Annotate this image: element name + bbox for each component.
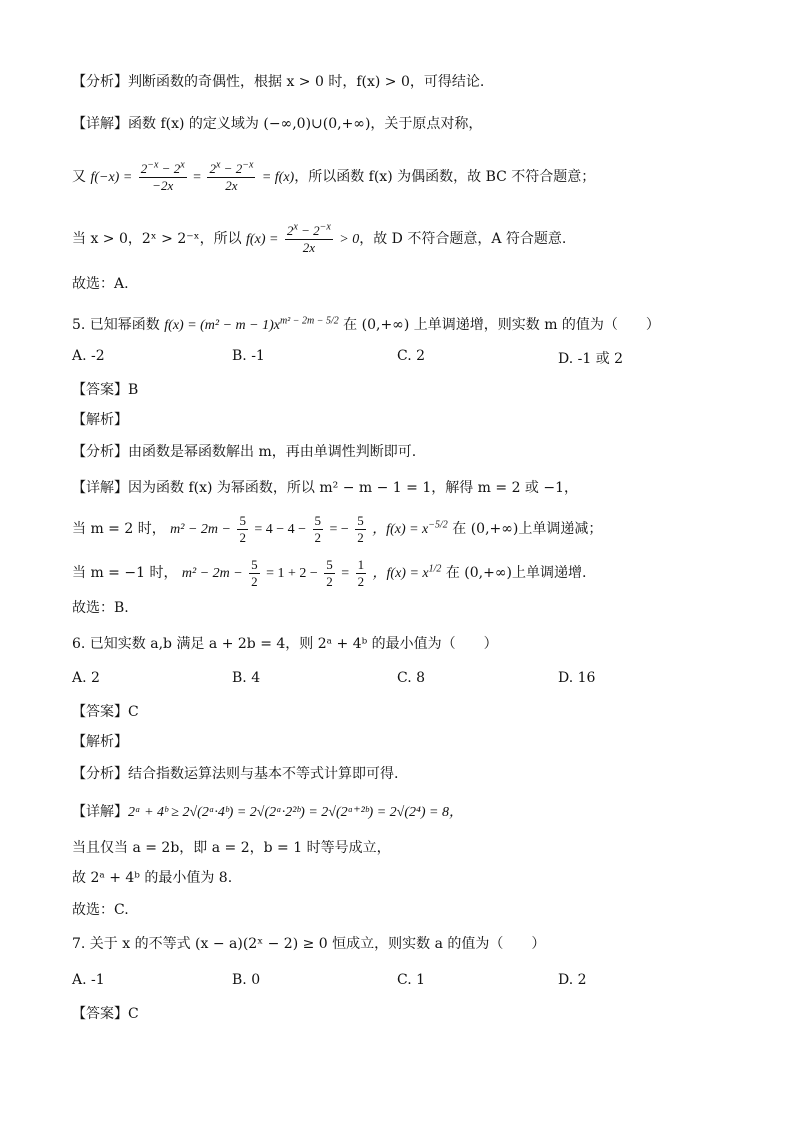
q6-detail-line3: 故 2ᵃ + 4ᵇ 的最小值为 8.: [72, 870, 233, 886]
q4-detail-line3: 当 x > 0，2ˣ > 2⁻ˣ，所以 f(x) = $\frac{2^x - 2^{-x}}{2x}$ > 0，故 D 不符合题意，A 符合题意.: [72, 221, 567, 255]
q5-option-d[interactable]: D. -1 或 2: [558, 351, 624, 367]
q6-detail-line1-text: 2ᵃ + 4ᵇ ≥ 2√(2ᵃ·4ᵇ) = 2√(2ᵃ·2²ᵇ) = 2√(2ᵃ⁺²ᵇ) = 2√(2⁴) = 8，: [128, 805, 463, 820]
q4-detail-line1: [72, 114, 754, 134]
answer-tag: 【答案】: [72, 704, 128, 720]
q6-analysis: [72, 764, 754, 784]
q5-detail-line2: 当 m = 2 时， m² − 2m − $\frac{5}{2}$ = 4 − 4 − $\frac{5}{2}$ = − $\frac{5}{2}$ ，$f(x) = x^{-5/2}$ 在 (0,+∞)上单调递减；: [72, 512, 603, 545]
q4-line3-suffix: ，故 D 不符合题意，A 符合题意.: [359, 231, 567, 247]
q5-jiexi: 【解析】: [72, 412, 128, 428]
q5-option-a[interactable]: A. -2: [72, 348, 105, 364]
q4-choice: 故选：A.: [72, 276, 129, 292]
detail-tag: 【详解】: [72, 804, 128, 820]
q7-answer: [72, 1004, 754, 1024]
q6-option-d[interactable]: D. 16: [558, 670, 596, 686]
q4-detail-line2: 又 f(−x) = $\frac{2^{-x} - 2^x}{-2x}$ = $\frac{2^x - 2^{-x}}{2x}$ = f(x)，所以函数 f(x) 为偶函数，故 BC 不符合题意；: [72, 159, 596, 193]
q6-options: [72, 670, 732, 690]
q5-stem-prefix: 5. 已知幂函数: [72, 317, 160, 333]
q7-stem: 7. 关于 x 的不等式 (x − a)(2ˣ − 2) ≥ 0 恒成立，则实数 a 的值为（ ）: [72, 936, 546, 952]
q5-analysis: [72, 442, 754, 462]
q4-line2-fx: f(−x) =: [90, 170, 133, 185]
q5-stem-suffix: 在 (0,+∞) 上单调递增，则实数 m 的值为（ ）: [343, 317, 660, 333]
q5-choice: 故选：B.: [72, 600, 129, 616]
q6-option-a[interactable]: A. 2: [72, 670, 100, 686]
q5-stem: [72, 312, 754, 338]
q6-stem: 6. 已知实数 a,b 满足 a + 2b = 4，则 2ᵃ + 4ᵇ 的最小值为（ ）: [72, 636, 498, 652]
q7-option-d[interactable]: D. 2: [558, 972, 587, 988]
detail-tag: 【详解】: [72, 480, 128, 496]
q5-power-function: $f(x) = (m^2 - m - 1)x^{m^2 - 2m - 5/2}$: [164, 315, 339, 333]
q7-option-c[interactable]: C. 1: [397, 972, 426, 988]
analysis-tag: 【分析】: [72, 444, 128, 460]
q5-options: [72, 348, 732, 368]
q6-analysis-text: 结合指数运算法则与基本不等式计算即可得.: [128, 766, 399, 782]
q6-answer: [72, 702, 754, 722]
q6-choice: 故选：C.: [72, 902, 129, 918]
q6-option-b[interactable]: B. 4: [232, 670, 261, 686]
detail-tag: 【详解】: [72, 116, 128, 132]
q6-detail-line1: [72, 802, 754, 823]
q4-line2-prefix: 又: [72, 169, 86, 185]
q6-option-c[interactable]: C. 8: [397, 670, 426, 686]
q6-detail-line2: 当且仅当 a = 2b，即 a = 2，b = 1 时等号成立，: [72, 840, 391, 856]
q6-jiexi: 【解析】: [72, 734, 128, 750]
q4-line3-prefix: 当 x > 0，2ˣ > 2⁻ˣ，所以: [72, 231, 242, 247]
q7-options: [72, 972, 732, 992]
q4-analysis-text: 判断函数的奇偶性，根据 x > 0 时，f(x) > 0，可得结论.: [128, 74, 485, 90]
q7-answer-value: C: [128, 1006, 139, 1022]
q5-answer-value: B: [128, 382, 139, 398]
q6-answer-value: C: [128, 704, 139, 720]
q4-detail-line1-text: 函数 f(x) 的定义域为 (−∞,0)∪(0,+∞)，关于原点对称，: [128, 116, 483, 132]
q4-fraction-1: $\frac{2^{-x} - 2^x}{-2x}$: [140, 159, 185, 193]
analysis-tag: 【分析】: [72, 766, 128, 782]
q5-line2-prefix: 当 m = 2 时，: [72, 521, 166, 537]
q7-option-a[interactable]: A. -1: [72, 972, 105, 988]
answer-tag: 【答案】: [72, 1006, 128, 1022]
q5-option-c[interactable]: C. 2: [397, 348, 426, 364]
q5-option-b[interactable]: B. -1: [232, 348, 265, 364]
q7-option-b[interactable]: B. 0: [232, 972, 261, 988]
q5-analysis-text: 由函数是幂函数解出 m，再由单调性判断即可.: [128, 444, 417, 460]
q4-analysis: [72, 72, 754, 92]
q5-answer: [72, 380, 754, 400]
q5-detail-line3: 当 m = −1 时， m² − 2m − $\frac{5}{2}$ = 1 + 2 − $\frac{5}{2}$ = $\frac{1}{2}$ ，$f(x) = x^{1/2}$ 在 (0,+∞)上单调递增.: [72, 556, 587, 589]
analysis-tag: 【分析】: [72, 74, 128, 90]
q5-detail-line1: [72, 478, 754, 498]
q5-line3-prefix: 当 m = −1 时，: [72, 565, 178, 581]
q5-line3-suffix: 上单调递增.: [511, 565, 587, 581]
q4-fraction-3: $\frac{2^x - 2^{-x}}{2x}$: [286, 221, 331, 255]
q5-detail-line1-text: 因为函数 f(x) 为幂函数，所以 m² − m − 1 = 1，解得 m = 2 或 −1，: [128, 480, 579, 496]
q5-line2-suffix: 上单调递减；: [518, 521, 603, 537]
q4-line2-suffix: ，所以函数 f(x) 为偶函数，故 BC 不符合题意；: [294, 169, 596, 185]
q4-fraction-2: $\frac{2^x - 2^{-x}}{2x}$: [209, 159, 254, 193]
answer-tag: 【答案】: [72, 382, 128, 398]
